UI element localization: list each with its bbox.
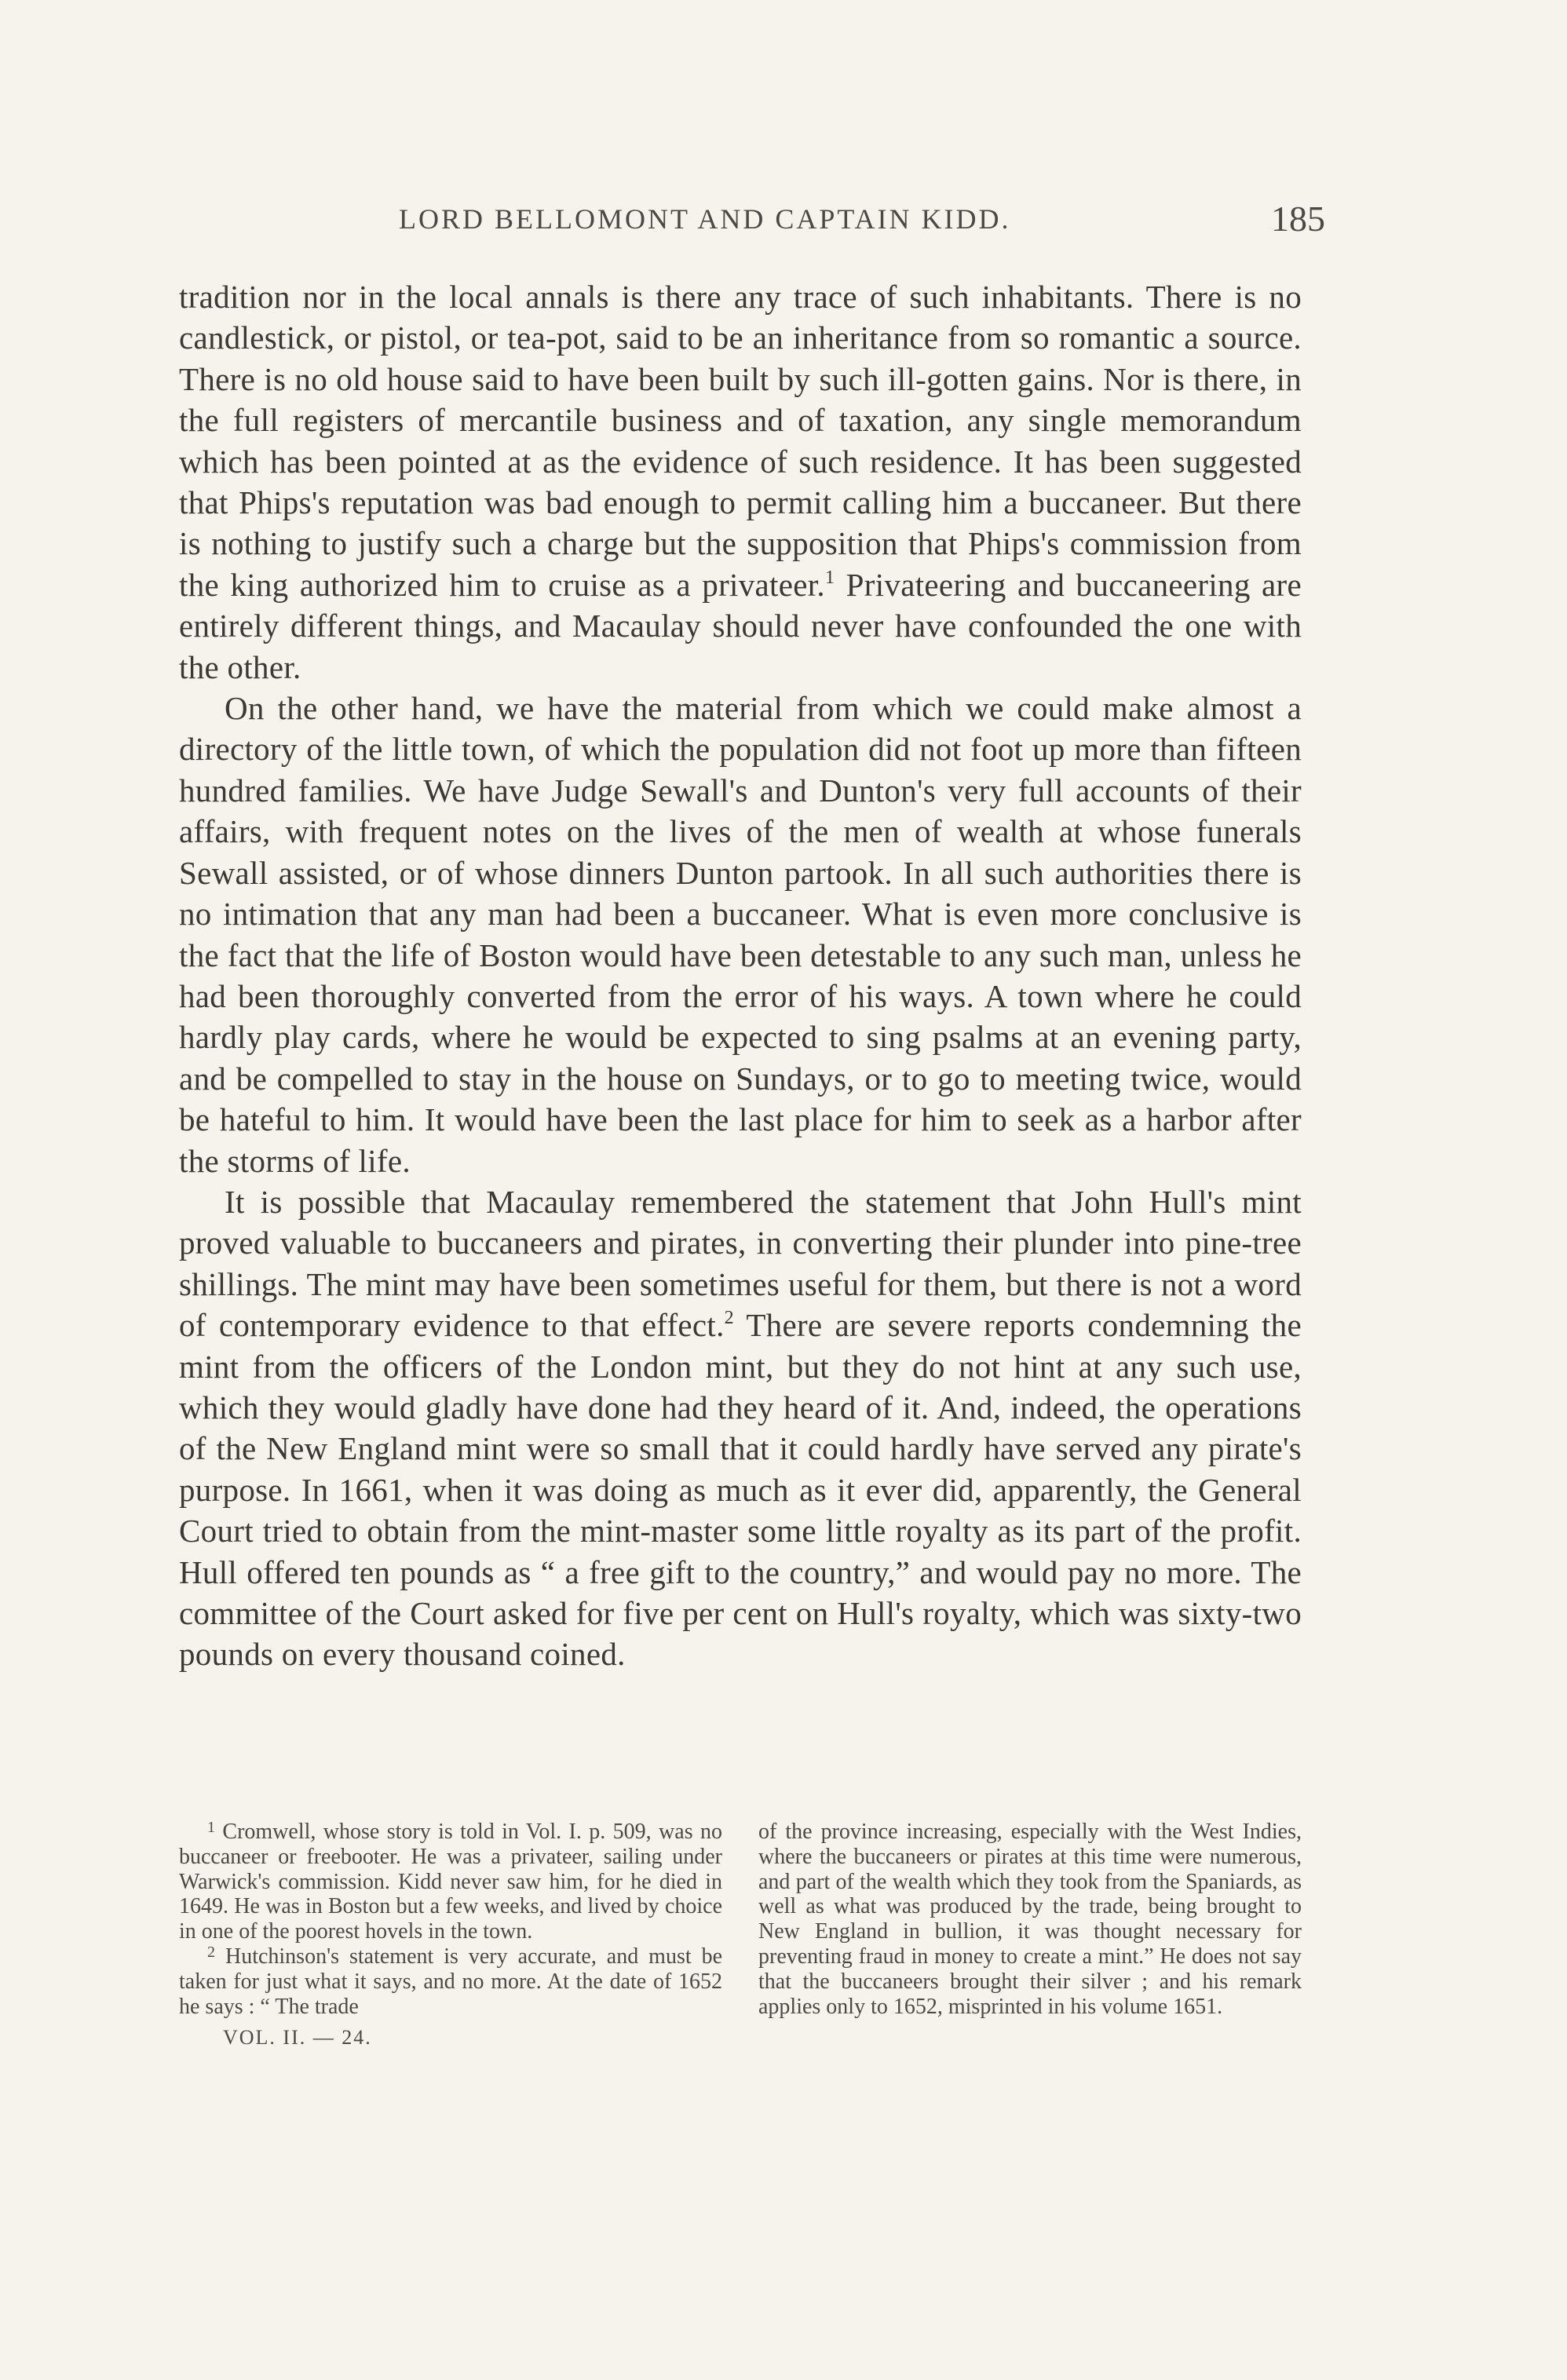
footnote-ref-2: 2 bbox=[724, 1308, 734, 1329]
footnote-1-text: Cromwell, whose story is told in Vol. I. p. 509, was no buccaneer or freebooter. He was a privateer, sailing under Warwick's commission. Kidd never saw him, for he died in 1649. He was in Boston but a few weeks, and lived by choice in one of the poorest hovels in the town. bbox=[179, 1820, 722, 1944]
footnote-2 bbox=[179, 1944, 722, 2019]
footnote-1 bbox=[179, 1820, 722, 1944]
footnote-2-mark: 2 bbox=[207, 1943, 215, 1961]
body-text bbox=[179, 276, 1302, 1675]
paragraph-2: On the other hand, we have the material from which we could make almost a directory of the little town, of which the population did not foot up more than fifteen hundred families. We have Judge Sewall's and Dunton's very full accounts of their affairs, with frequent notes on the lives of the men of wealth at whose funerals Sewall assisted, or of whose dinners Dunton partook. In all such authorities there is no intimation that any man had been a buccaneer. What is even more conclusive is the fact that the life of Boston would have been detestable to any such man, unless he had been thoroughly converted from the error of his ways. A town where he could hardly play cards, where he would be expected to sing psalms at an evening party, and be compelled to stay in the house on Sundays, or to go to meeting twice, would be hateful to him. It would have been the last place for him to seek as a harbor after the storms of life. bbox=[179, 690, 1302, 1179]
footnote-2-text: Hutchinson's statement is very accurate, and must be taken for just what it says, and no more. At the date of 1652 he says : “ The trade bbox=[179, 1944, 723, 2019]
footnote-ref-1: 1 bbox=[824, 567, 835, 588]
footnote-column-left bbox=[179, 1820, 722, 2050]
footnotes bbox=[179, 1820, 1302, 2050]
paragraph-3-text-cont: There are severe reports condemning the mint from the officers of the London mint, but they do not hint at any such use, which they would gladly have done had they heard of it. And, indeed, the operations of the New England mint were so small that it could hardly have served any pirate's purpose. In 1661, when it was doing as much as it ever did, apparently, the General Court tried to obtain from the mint-master some little royalty as its part of the profit. Hull offered ten pounds as “ a free gift to the country,” and would pay no more. The committee of the Court asked for five per cent on Hull's royalty, which was sixty-two pounds on every thousand coined. bbox=[179, 1307, 1302, 1673]
paragraph-1-text: tradition nor in the local annals is there any trace of such inhabitants. There is no candlestick, or pistol, or tea-pot, said to be an inheritance from so romantic a source. There is no old house said to have been built by such ill-gotten gains. Nor is there, in the full registers of mercantile business and of taxation, any single memorandum which has been pointed at as the evidence of such residence. It has been suggested that Phips's reputation was bad enough to permit calling him a buccaneer. But there is nothing to justify such a charge but the supposition that Phips's commission from the king authorized him to cruise as a privateer. bbox=[179, 279, 1302, 603]
footnote-1-mark: 1 bbox=[207, 1819, 215, 1836]
paragraph-1-text-cont: Privateering and buccaneering are entirely different things, and Macaulay should never have confounded the one with the other. bbox=[179, 566, 1302, 685]
paragraph-3-text: It is possible that Macaulay remembered the statement that John Hull's mint proved valuable to buccaneers and pirates, in converting their plunder into pine-tree shillings. The mint may have been sometimes useful for them, but there is not a word of contemporary evidence to that effect. bbox=[179, 1183, 1302, 1344]
signature-mark: VOL. II. — 24. bbox=[223, 2026, 372, 2050]
running-head bbox=[179, 198, 1325, 253]
paragraph-3 bbox=[179, 1181, 1302, 1675]
footnote-column-right bbox=[758, 1820, 1302, 2050]
page-number: 185 bbox=[1271, 199, 1325, 239]
running-title: LORD BELLOMONT AND CAPTAIN KIDD. bbox=[399, 203, 1011, 235]
paragraph-1 bbox=[179, 276, 1302, 688]
footnote-2-continued: of the province increasing, especially with the West Indies, where the buccaneers or pirates at this time were numerous, and part of the wealth which they took from the Spaniards, as well as what was produced by the trade, being brought to New England in bullion, it was thought necessary for preventing fraud in money to create a mint.” He does not say that the buccaneers brought their silver ; and his remark applies only to 1652, misprinted in his volume 1651. bbox=[758, 1820, 1302, 2019]
